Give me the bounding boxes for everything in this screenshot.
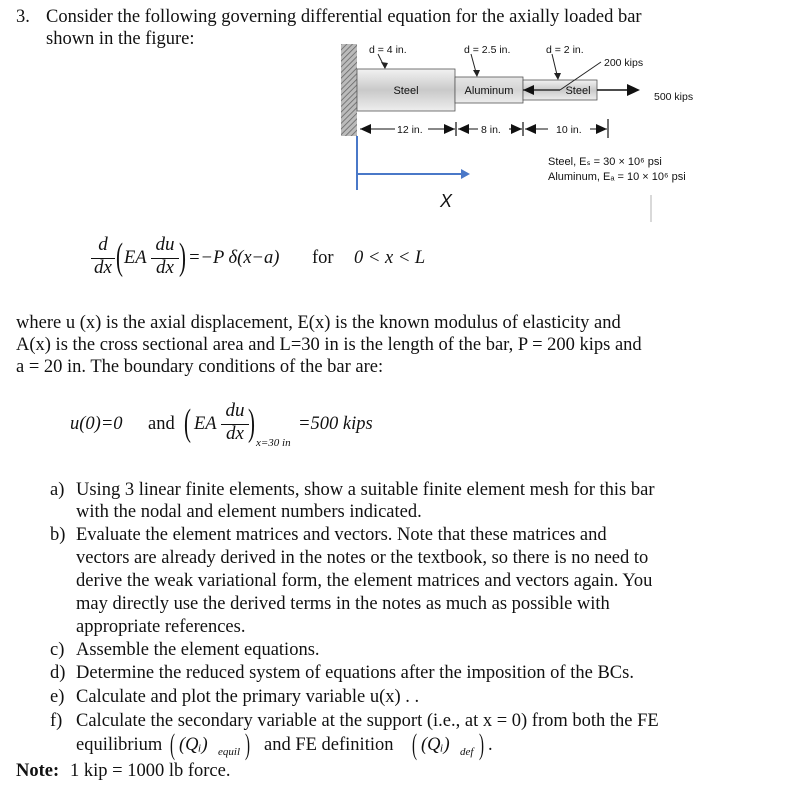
label-load-200: 200 kips bbox=[604, 57, 644, 69]
where-line2: A(x) is the cross sectional area and L=30 in is the length of the bar, P = 200 kips and bbox=[16, 335, 642, 355]
label-len2: 8 in. bbox=[481, 124, 501, 136]
problem-number: 3. bbox=[16, 7, 30, 27]
label-seg3-material: Steel bbox=[565, 85, 591, 97]
task-b-line3: derive the weak variational form, the element matrices and vectors again. You bbox=[76, 571, 653, 591]
task-a-line2: with the nodal and element numbers indicated. bbox=[76, 502, 422, 522]
task-a-label: a) bbox=[50, 480, 65, 500]
where-line1: where u (x) is the axial displacement, E(x) is the known modulus of elasticity and bbox=[16, 313, 621, 333]
task-b-line5: appropriate references. bbox=[76, 617, 246, 637]
bc-left: u(0)=0 bbox=[70, 414, 123, 434]
label-x-axis: X bbox=[440, 191, 453, 211]
bc-and: and bbox=[148, 414, 175, 434]
label-len3: 10 in. bbox=[556, 124, 582, 136]
note-text: 1 kip = 1000 lb force. bbox=[70, 761, 231, 781]
label-d1: d = 4 in. bbox=[369, 44, 407, 56]
task-f-line1: Calculate the secondary variable at the support (i.e., at x = 0) from both the FE bbox=[76, 711, 659, 731]
bc-sub: x=30 in bbox=[256, 437, 291, 449]
eq-dx2-den: dx bbox=[156, 257, 174, 278]
eq-EA: EA bbox=[124, 248, 147, 268]
task-d-label: d) bbox=[50, 663, 66, 683]
eq-du-num: du bbox=[155, 234, 175, 255]
label-load-500: 500 kips bbox=[654, 91, 694, 103]
note-label: Note: bbox=[16, 761, 60, 781]
governing-equation: d dx ( EA du dx ) =−P δ(x−a) for 0 < x < L bbox=[86, 234, 446, 286]
label-props-aluminum: Aluminum, Eₐ = 10 × 10⁶ psi bbox=[548, 171, 686, 183]
bar-figure bbox=[0, 0, 786, 260]
label-seg2-material: Aluminum bbox=[464, 85, 514, 97]
eq-d-num: d bbox=[98, 234, 108, 255]
task-f-q-equil: (Qᵢ) bbox=[179, 735, 208, 755]
task-c-line1: Assemble the element equations. bbox=[76, 640, 320, 660]
task-b-line4: may directly use the derived terms in the notes as much as possible with bbox=[76, 594, 610, 614]
problem-intro-line2: shown in the figure: bbox=[46, 29, 195, 49]
label-seg1-material: Steel bbox=[393, 85, 419, 97]
task-f-middle: and FE definition bbox=[264, 735, 394, 755]
eq-rhs: =−P δ(x−a) bbox=[188, 248, 280, 268]
eq-dx-den: dx bbox=[94, 257, 112, 278]
task-b-line2: vectors are already derived in the notes or the textbook, so there is no need to bbox=[76, 548, 649, 568]
task-c-label: c) bbox=[50, 640, 65, 660]
task-f-end: . bbox=[488, 735, 493, 755]
task-f-label: f) bbox=[50, 711, 63, 731]
fixed-wall bbox=[341, 44, 357, 136]
task-f-q-def: (Qᵢ) bbox=[421, 735, 450, 755]
boundary-conditions: u(0)=0 and ( EA du dx ) x=30 in =500 kips bbox=[70, 400, 373, 449]
task-b-line1: Evaluate the element matrices and vectors. Note that these matrices and bbox=[76, 525, 607, 545]
task-e-label: e) bbox=[50, 687, 65, 707]
task-d-line1: Determine the reduced system of equations after the imposition of the BCs. bbox=[76, 663, 634, 683]
task-f-q-equil-sub: equil bbox=[218, 746, 240, 758]
task-e-line1: Calculate and plot the primary variable u(x) . . bbox=[76, 687, 420, 707]
problem-intro-line1: Consider the following governing differential equation for the axially loaded bar bbox=[46, 7, 642, 27]
eq-for: for bbox=[312, 248, 334, 268]
bc-EA: EA bbox=[194, 414, 217, 434]
bc-rhs: =500 kips bbox=[298, 414, 373, 434]
task-b-label: b) bbox=[50, 525, 66, 545]
bc-dx: dx bbox=[226, 423, 244, 444]
label-len1: 12 in. bbox=[397, 124, 423, 136]
label-props-steel: Steel, Eₛ = 30 × 10⁶ psi bbox=[548, 156, 662, 168]
task-f-line2-text: equilibrium bbox=[76, 735, 163, 755]
label-d2: d = 2.5 in. bbox=[464, 44, 511, 56]
task-a-line1: Using 3 linear finite elements, show a suitable finite element mesh for this bar bbox=[76, 480, 655, 500]
where-line3: a = 20 in. The boundary conditions of the bar are: bbox=[16, 357, 384, 377]
task-f-q-def-sub: def bbox=[460, 746, 474, 758]
bc-du: du bbox=[225, 400, 245, 421]
eq-range: 0 < x < L bbox=[354, 248, 426, 268]
label-d3: d = 2 in. bbox=[546, 44, 584, 56]
